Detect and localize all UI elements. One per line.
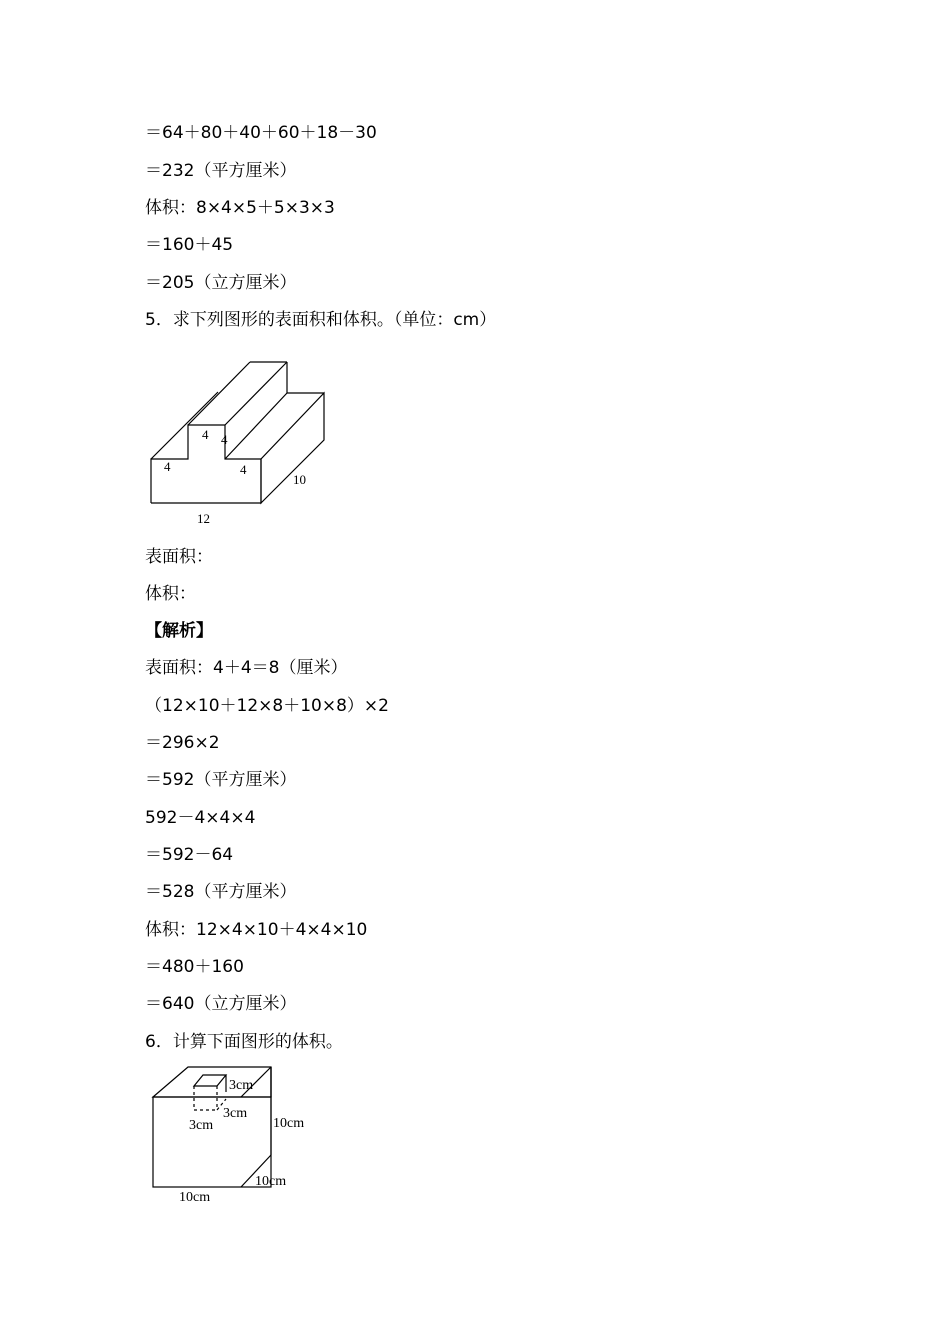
- q6-label-hole-depth: 3cm: [229, 1078, 254, 1093]
- q5-figure: [145, 350, 345, 530]
- q5-surface-label: 表面积：: [145, 547, 213, 567]
- q5-label-width: 12: [197, 511, 210, 526]
- q5-label-depth: 10: [293, 472, 306, 487]
- q6-label-hole-width: 3cm: [189, 1118, 214, 1133]
- q6-hole-top: [194, 1075, 226, 1086]
- q5-solution-line: ＝592（平方厘米）: [145, 770, 297, 790]
- q5-solution-line: 体积：12×4×10＋4×4×10: [145, 920, 368, 940]
- q6-label-width: 10cm: [179, 1190, 211, 1205]
- q5-solution-line: ＝640（立方厘米）: [145, 994, 297, 1014]
- q5-solution-line: ＝296×2: [145, 733, 220, 753]
- q6-label-height: 10cm: [273, 1116, 305, 1131]
- q6-figure: [145, 1060, 325, 1210]
- q6-top-face: [153, 1067, 271, 1097]
- q5-label-right-height: 4: [240, 462, 247, 477]
- q5-solution-line: 592－4×4×4: [145, 808, 256, 828]
- prev-line-3: 体积：8×4×5＋5×3×3: [145, 198, 335, 218]
- q6-label-hole-side: 3cm: [223, 1106, 248, 1121]
- q5-solution-line: ＝528（平方厘米）: [145, 882, 297, 902]
- q6-title: 6．计算下面图形的体积。: [145, 1032, 343, 1052]
- q5-solution-line: （12×10＋12×8＋10×8）×2: [145, 696, 389, 716]
- prev-line-2: ＝232（平方厘米）: [145, 161, 297, 181]
- q5-analysis-tag: 【解析】: [145, 621, 213, 641]
- q5-label-left-height: 4: [164, 459, 171, 474]
- q5-title: 5．求下列图形的表面积和体积。（单位：cm）: [145, 310, 497, 330]
- prev-line-4: ＝160＋45: [145, 235, 234, 255]
- q5-solution-line: ＝480＋160: [145, 957, 244, 977]
- q5-label-step-side: 4: [221, 432, 228, 447]
- q5-solution-line: 表面积：4＋4＝8（厘米）: [145, 658, 348, 678]
- q5-solution-line: ＝592－64: [145, 845, 234, 865]
- q5-label-step-top: 4: [202, 427, 209, 442]
- prev-line-5: ＝205（立方厘米）: [145, 273, 297, 293]
- q5-volume-label: 体积：: [145, 584, 196, 604]
- q6-label-depth: 10cm: [255, 1174, 287, 1189]
- prev-line-1: ＝64＋80＋40＋60＋18－30: [145, 123, 377, 143]
